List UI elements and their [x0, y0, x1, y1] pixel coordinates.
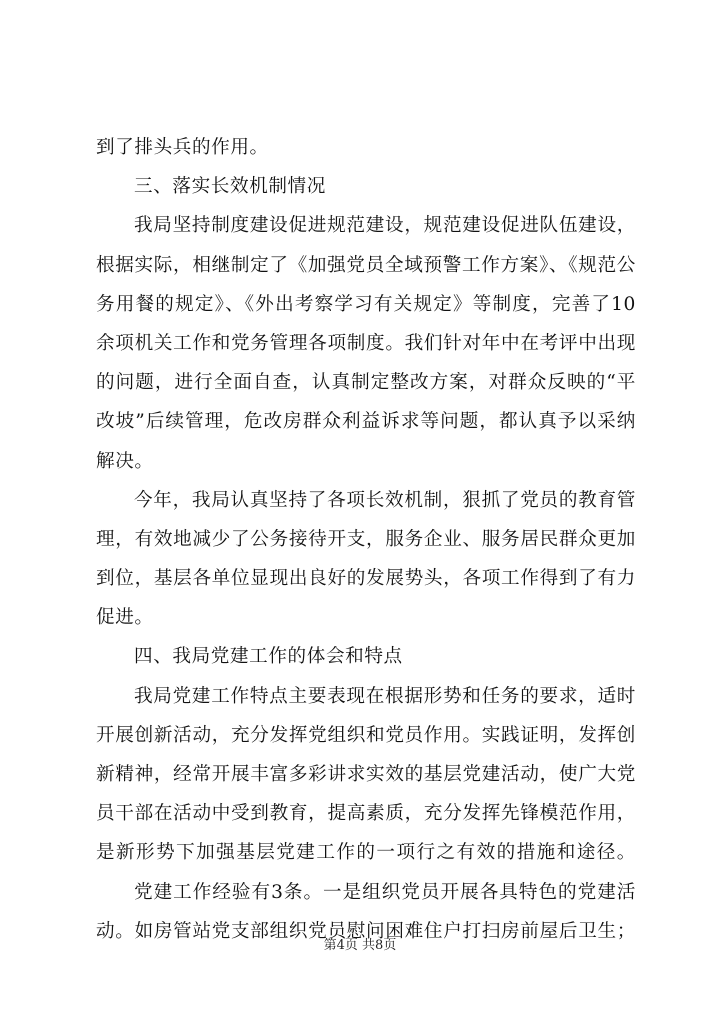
text-line: 根据实际，相继制定了《加强党员全域预警工作方案》、《规范公	[96, 254, 636, 276]
text-line: 动。如房管站党支部组织党员慰问困难住户打扫房前屋后卫生；	[96, 920, 636, 942]
text-line: 务用餐的规定》、《外出考察学习有关规定》等制度，完善了10	[96, 293, 636, 315]
text-line: 新精神，经常开展丰富多彩讲求实效的基层党建活动，使广大党	[96, 764, 636, 785]
section-heading: 三、落实长效机制情况	[134, 176, 326, 198]
document-body	[96, 128, 636, 951]
text-line: 今年，我局认真坚持了各项长效机制，狠抓了党员的教育管	[134, 489, 636, 511]
text-line: 党建工作经验有3条。一是组织党员开展各具特色的党建活	[134, 881, 636, 903]
section-heading: 四、我局党建工作的体会和特点	[134, 646, 403, 668]
text-line: 到位，基层各单位显现出良好的发展势头，各项工作得到了有力	[96, 568, 636, 590]
text-line: 理，有效地减少了公务接待开支，服务企业、服务居民群众更加	[96, 528, 636, 550]
text-line: 改坡”后续管理，危改房群众利益诉求等问题，都认真予以采纳	[96, 411, 636, 433]
text-line: 余项机关工作和党务管理各项制度。我们针对年中在考评中出现	[96, 332, 636, 354]
text-line: 到了排头兵的作用。	[96, 137, 269, 158]
text-line: 解决。	[96, 450, 154, 472]
text-line: 是新形势下加强基层党建工作的一项行之有效的措施和途径。	[96, 842, 636, 864]
page-number: 第4页 共8页	[323, 938, 397, 953]
text-line: 我局党建工作特点主要表现在根据形势和任务的要求，适时	[134, 685, 636, 707]
text-line: 我局坚持制度建设促进规范建设，规范建设促进队伍建设，	[134, 215, 636, 237]
text-line: 开展创新活动，充分发挥党组织和党员作用。实践证明，发挥创	[96, 724, 636, 746]
text-line: 员干部在活动中受到教育，提高素质，充分发挥先锋模范作用，	[96, 803, 636, 825]
text-line: 促进。	[96, 607, 154, 629]
text-line: 的问题，进行全面自查，认真制定整改方案，对群众反映的“平	[96, 372, 636, 394]
